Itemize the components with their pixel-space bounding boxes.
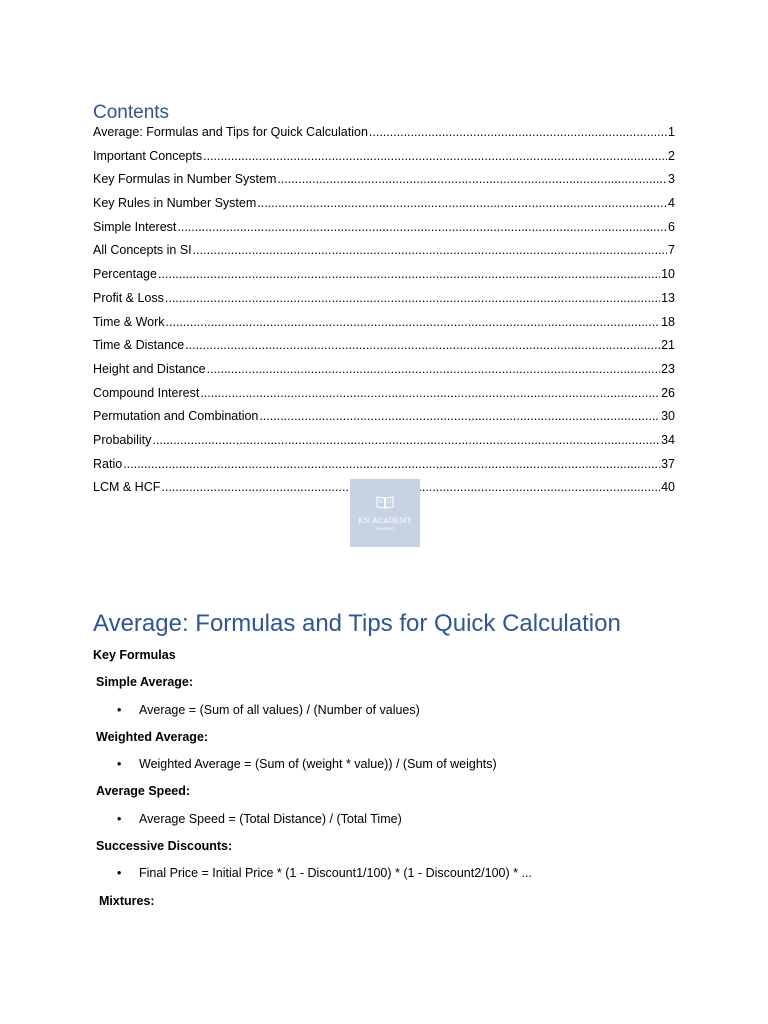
toc-entry-page: 40 <box>661 480 675 495</box>
toc-leader <box>193 243 667 257</box>
toc-entry[interactable] <box>93 338 675 362</box>
toc-entry-page: 10 <box>661 267 675 282</box>
bullet-icon: • <box>117 703 122 717</box>
toc-entry[interactable] <box>93 315 675 339</box>
logo-name: KN ACADEMY <box>358 517 412 525</box>
mixtures-label: Mixtures: <box>99 894 155 908</box>
toc-entry-title: Percentage <box>93 267 157 282</box>
toc-entry-title: Time & Work <box>93 314 165 329</box>
toc-entry-page: 4 <box>668 196 675 211</box>
toc-leader <box>369 125 667 139</box>
toc-entry[interactable] <box>93 172 675 196</box>
toc-leader <box>165 291 660 305</box>
toc-entry[interactable] <box>93 149 675 173</box>
toc-entry-title: Simple Interest <box>93 219 177 234</box>
book-icon-svg <box>376 495 394 509</box>
simple-average-label: Simple Average: <box>96 675 194 689</box>
toc-entry-page: 37 <box>661 456 675 471</box>
toc-entry-title: LCM & HCF <box>93 480 161 495</box>
toc-entry-title: Average: Formulas and Tips for Quick Calculation <box>93 125 368 139</box>
toc-leader <box>207 362 661 376</box>
toc-leader <box>177 220 667 234</box>
toc-entry-title: Ratio <box>93 456 123 471</box>
toc-leader <box>259 409 660 423</box>
toc-entry[interactable] <box>93 196 675 220</box>
toc-entry[interactable] <box>93 457 675 481</box>
toc-entry-page: 21 <box>661 338 675 353</box>
toc-entry-title: Profit & Loss <box>93 290 164 305</box>
toc-entry-title: Important Concepts <box>93 148 203 163</box>
toc-entry-title: Height and Distance <box>93 361 206 376</box>
toc-entry[interactable] <box>93 362 675 386</box>
bullet-icon: • <box>117 812 122 826</box>
simple-average-formula: Average = (Sum of all values) / (Number of values) <box>139 703 420 717</box>
toc-leader <box>200 386 660 400</box>
toc-entry[interactable] <box>93 267 675 291</box>
toc-entry-page: 3 <box>668 172 675 187</box>
simple-average-item <box>117 703 420 717</box>
toc-leader <box>158 267 660 281</box>
toc-entry-title: Permutation and Combination <box>93 409 259 424</box>
toc-entry[interactable] <box>93 409 675 433</box>
toc-leader <box>257 196 667 210</box>
toc-leader <box>203 149 667 163</box>
toc-entry-title: Key Rules in Number System <box>93 196 257 211</box>
toc-entry-title: Time & Distance <box>93 338 185 353</box>
weighted-average-label: Weighted Average: <box>96 730 209 744</box>
average-speed-item <box>117 812 402 826</box>
toc-leader <box>166 315 661 329</box>
toc-entry-page: 13 <box>661 290 675 305</box>
toc-entry-page: 1 <box>668 125 675 139</box>
toc-entry-title: Compound Interest <box>93 385 200 400</box>
toc-entry[interactable] <box>93 220 675 244</box>
successive-discounts-formula: Final Price = Initial Price * (1 - Discount1/100) * (1 - Discount2/100) * ... <box>139 866 532 880</box>
toc-entry-title: Probability <box>93 432 152 447</box>
toc-entry-page: 30 <box>661 409 675 424</box>
toc-entry-page: 26 <box>661 385 675 400</box>
toc-entry-title: All Concepts in SI <box>93 243 192 258</box>
toc-entry[interactable] <box>93 125 675 149</box>
toc-entry[interactable] <box>93 291 675 315</box>
toc-list <box>93 125 675 504</box>
toc-heading: Contents <box>93 102 170 123</box>
book-icon <box>376 495 394 514</box>
section-title: Average: Formulas and Tips for Quick Calculation <box>93 610 621 637</box>
toc-entry-page: 18 <box>661 314 675 329</box>
kn-academy-logo <box>350 479 420 547</box>
toc-entry-page: 7 <box>668 243 675 258</box>
toc-leader <box>185 338 660 352</box>
toc-leader <box>123 457 660 471</box>
toc-entry[interactable] <box>93 433 675 457</box>
toc-leader <box>152 433 660 447</box>
toc-entry-page: 6 <box>668 219 675 234</box>
toc-entry-page: 34 <box>661 432 675 447</box>
bullet-icon: • <box>117 866 122 880</box>
toc-entry[interactable] <box>93 386 675 410</box>
bullet-icon: • <box>117 757 122 771</box>
average-speed-formula: Average Speed = (Total Distance) / (Total Time) <box>139 812 402 826</box>
toc-entry-page: 23 <box>661 361 675 376</box>
logo-subtitle: LEARNING <box>376 527 394 531</box>
successive-discounts-item <box>117 866 532 880</box>
toc-entry-title: Key Formulas in Number System <box>93 172 277 187</box>
key-formulas-heading: Key Formulas <box>93 648 176 662</box>
toc-entry[interactable] <box>93 243 675 267</box>
toc-leader <box>277 172 667 186</box>
toc-entry-page: 2 <box>668 148 675 163</box>
weighted-average-item <box>117 757 497 771</box>
weighted-average-formula: Weighted Average = (Sum of (weight * value)) / (Sum of weights) <box>139 757 497 771</box>
average-speed-label: Average Speed: <box>96 784 191 798</box>
successive-discounts-label: Successive Discounts: <box>96 839 233 853</box>
